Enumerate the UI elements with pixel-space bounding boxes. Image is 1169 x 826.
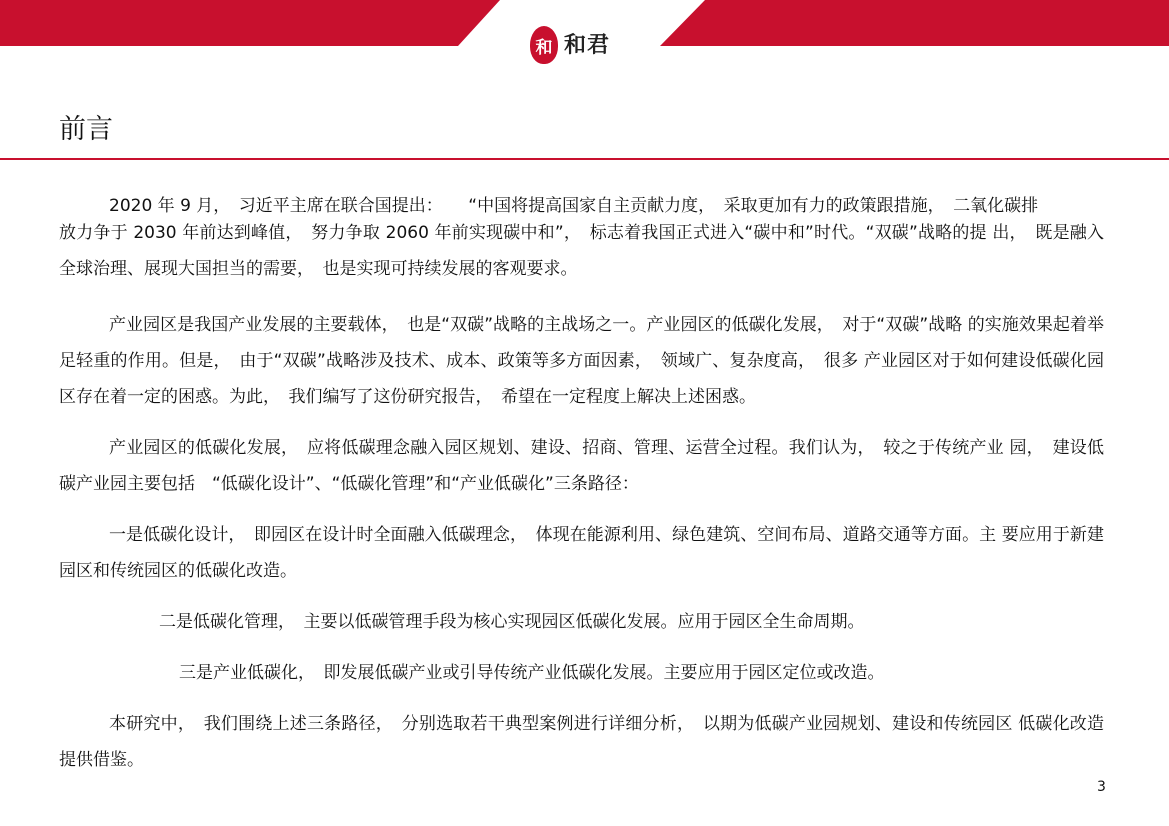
- company-logo: [530, 26, 634, 68]
- header-banner-right-band: [660, 0, 1169, 46]
- logo-text: 和君: [564, 32, 611, 58]
- header-banner-left-band: [0, 0, 500, 46]
- paragraph-1-line-1: 2020 年 9 月， 习近平主席在联合国提出： “中国将提高国家自主贡献力度， 采取更加有力的政策跟措施， 二氧化碳排: [109, 196, 1039, 216]
- paragraph-4: 一是低碳化设计， 即园区在设计时全面融入低碳理念， 体现在能源利用、绿色建筑、空间布局、道路交通等方面。主 要应用于新建园区和传统园区的低碳化改造。: [59, 525, 1104, 581]
- paragraph-3: 产业园区的低碳化发展， 应将低碳理念融入园区规划、建设、招商、管理、运营全过程。我们认为， 较之于传统产业 园， 建设低碳产业园主要包括 “低碳化设计”、“低碳化管理”和“产业低碳化”三条路径：: [59, 438, 1104, 494]
- paragraph-6: 三是产业低碳化， 即发展低碳产业或引导传统产业低碳化发展。主要应用于园区定位或改造。: [179, 663, 885, 683]
- page-title: 前言: [59, 114, 113, 145]
- page-number: 3: [1097, 779, 1106, 795]
- paragraph-1: [59, 197, 1104, 287]
- title-divider: [0, 158, 1169, 160]
- preface-body: [59, 197, 1104, 793]
- logo-seal-icon: 和: [530, 26, 558, 64]
- paragraph-7: 本研究中， 我们围绕上述三条路径， 分别选取若干典型案例进行详细分析， 以期为低碳产业园规划、建设和传统园区 低碳化改造提供借鉴。: [59, 714, 1104, 770]
- paragraph-5: 二是低碳化管理， 主要以低碳管理手段为核心实现园区低碳化发展。应用于园区全生命周期。: [159, 612, 865, 632]
- paragraph-1-continuation: 放力争于 2030 年前达到峰值， 努力争取 2060 年前实现碳中和”， 标志着我国正式进入“碳中和”时代。“双碳”战略的提 出， 既是融入全球治理、展现大国担当的需要， 也是实现可持续发展的客观要求。: [59, 223, 1104, 279]
- paragraph-2: 产业园区是我国产业发展的主要载体， 也是“双碳”战略的主战场之一。产业园区的低碳化发展， 对于“双碳”战略 的实施效果起着举足轻重的作用。但是， 由于“双碳”战略涉及技术、成本、政策等多方面因素， 领域广、复杂度高， 很多 产业园区对于如何建设低碳化园区存在着一定的困惑。为此， 我们编写了这份研究报告， 希望在一定程度上解决上述困惑。: [59, 315, 1104, 407]
